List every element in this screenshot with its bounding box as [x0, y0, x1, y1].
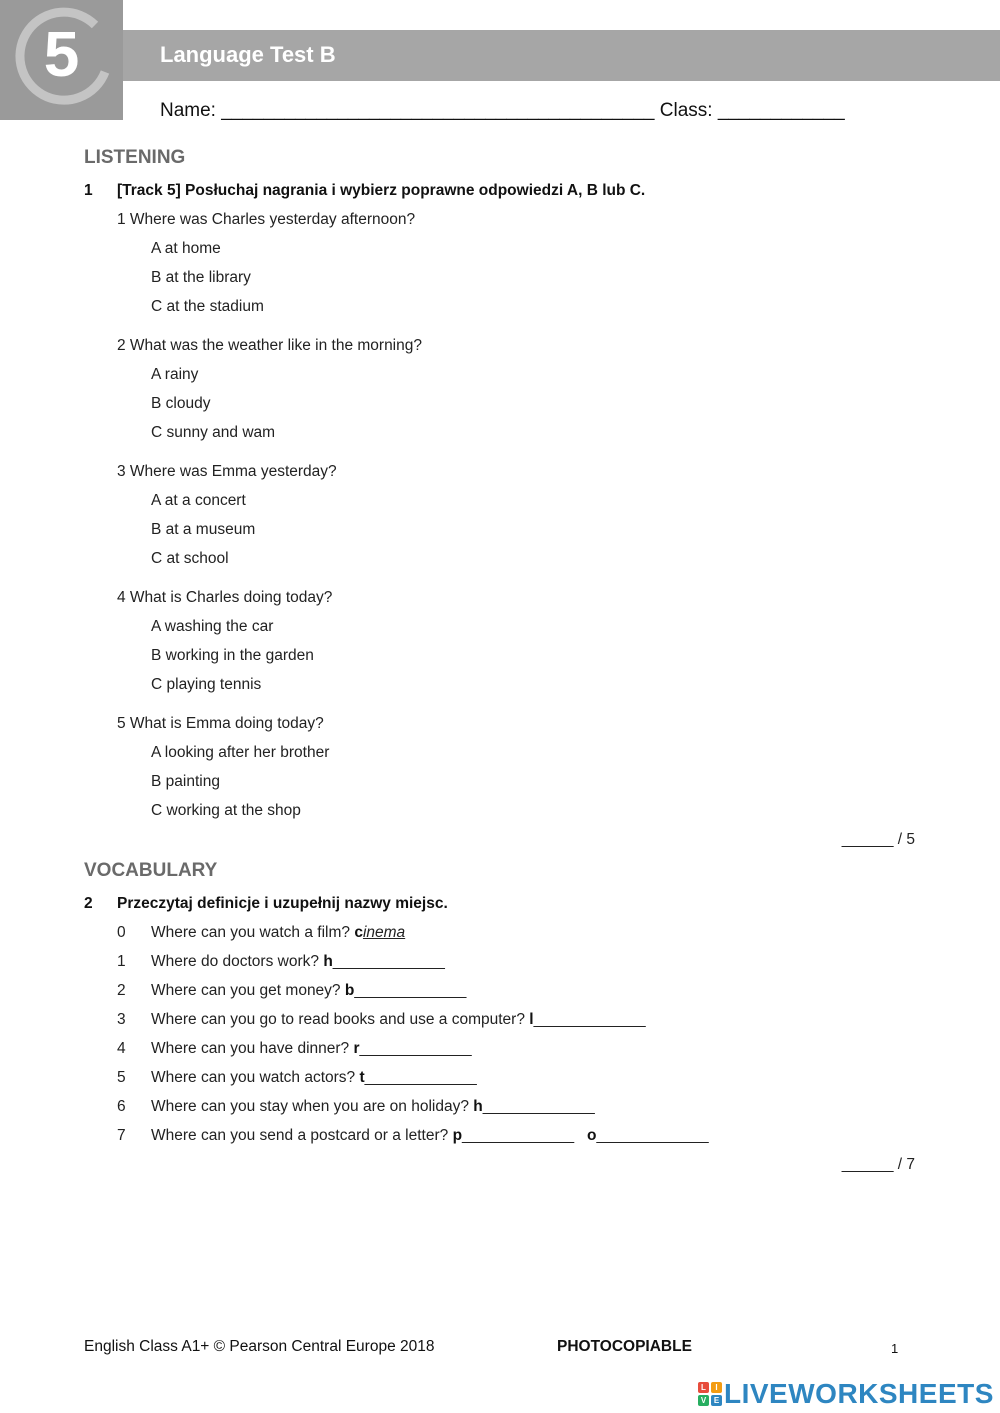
class-label: Class: — [659, 100, 713, 121]
first-letter: c — [354, 924, 363, 941]
liveworksheets-logo[interactable] — [698, 1378, 994, 1410]
question: 5 What is Emma doing today? — [117, 715, 324, 732]
listening-score: ______ / 5 — [841, 831, 915, 848]
answer-option[interactable]: C sunny and wam — [151, 424, 276, 441]
vocab-item — [117, 924, 405, 942]
logo-cell: I — [711, 1382, 722, 1393]
vocab-item — [117, 1011, 646, 1029]
instruction-text: [Track 5] Posłuchaj nagrania i wybierz poprawne odpowiedzi A, B lub C. — [117, 182, 646, 199]
question: 3 Where was Emma yesterday? — [117, 463, 337, 480]
vocabulary-heading: VOCABULARY — [84, 860, 218, 881]
first-letter: h — [473, 1098, 483, 1115]
vocab-item — [117, 982, 466, 1000]
item-number: 5 — [117, 1069, 126, 1086]
answer-option[interactable]: A looking after her brother — [151, 744, 330, 761]
question: 4 What is Charles doing today? — [117, 589, 333, 606]
page-number: 1 — [891, 1341, 899, 1356]
item-number: 6 — [117, 1098, 126, 1115]
answer-option[interactable]: A at home — [151, 240, 221, 257]
answer-option[interactable]: B at a museum — [151, 521, 256, 538]
answer-blank[interactable]: _____________ — [354, 982, 467, 999]
question: 1 Where was Charles yesterday afternoon? — [117, 211, 416, 228]
item-question: Where can you watch a film? — [151, 924, 351, 941]
answer-option[interactable]: B working in the garden — [151, 647, 314, 664]
answer-option[interactable]: C working at the shop — [151, 802, 301, 819]
answer-option[interactable]: A washing the car — [151, 618, 274, 635]
item-number: 2 — [117, 982, 126, 999]
answer-blank-second[interactable]: _____________ — [596, 1127, 709, 1144]
listening-instruction — [84, 182, 645, 200]
item-number: 1 — [117, 953, 126, 970]
vocab-item — [117, 1040, 472, 1058]
class-field[interactable]: ____________ — [717, 100, 845, 121]
unit-number: 5 — [43, 18, 80, 90]
answer-option[interactable]: A rainy — [151, 366, 199, 383]
answer-blank[interactable]: _____________ — [359, 1040, 472, 1057]
first-letter: t — [359, 1069, 365, 1086]
vocab-item — [117, 953, 445, 971]
answer-blank[interactable]: _____________ — [533, 1011, 646, 1028]
answer-blank[interactable]: _____________ — [482, 1098, 595, 1115]
unit-badge — [0, 0, 123, 120]
item-question: Where can you stay when you are on holiday? — [151, 1098, 469, 1115]
answer-option[interactable]: B at the library — [151, 269, 251, 286]
answer-option[interactable]: C at the stadium — [151, 298, 264, 315]
first-letter: b — [344, 982, 355, 999]
logo-cell: L — [698, 1382, 709, 1393]
name-class-line — [160, 100, 845, 122]
answer-option[interactable]: B painting — [151, 773, 220, 790]
title-bar — [123, 30, 1000, 81]
vocab-item — [117, 1098, 595, 1116]
logo-text: LIVEWORKSHEETS — [724, 1378, 994, 1409]
logo-cell: E — [711, 1395, 722, 1406]
answer-blank[interactable]: _____________ — [364, 1069, 477, 1086]
question: 2 What was the weather like in the morning? — [117, 337, 422, 354]
item-number: 0 — [117, 924, 126, 941]
listening-heading: LISTENING — [84, 147, 186, 168]
task-number: 2 — [84, 895, 93, 912]
task-number: 1 — [84, 182, 93, 199]
item-question: Where can you get money? — [151, 982, 341, 999]
item-number: 7 — [117, 1127, 126, 1144]
vocabulary-instruction — [84, 895, 448, 913]
item-question: Where can you have dinner? — [151, 1040, 350, 1057]
name-field[interactable]: _________________________________________ — [221, 100, 655, 121]
example-answer: inema — [362, 924, 406, 941]
first-letter: p — [452, 1127, 463, 1144]
item-question: Where do doctors work? — [151, 953, 319, 970]
item-number: 3 — [117, 1011, 126, 1028]
instruction-text: Przeczytaj definicje i uzupełnij nazwy miejsc. — [117, 895, 448, 912]
answer-option[interactable]: A at a concert — [151, 492, 246, 509]
logo-grid-icon — [698, 1382, 722, 1406]
first-letter: r — [353, 1040, 360, 1057]
name-label: Name: — [160, 100, 216, 121]
answer-option[interactable]: C at school — [151, 550, 229, 567]
item-question: Where can you go to read books and use a computer? — [151, 1011, 525, 1028]
logo-cell: V — [698, 1395, 709, 1406]
test-title: Language Test B — [160, 42, 336, 67]
second-letter: o — [587, 1127, 597, 1144]
item-question: Where can you watch actors? — [151, 1069, 356, 1086]
answer-blank[interactable]: _____________ — [462, 1127, 575, 1144]
footer-copyright: English Class A1+ © Pearson Central Europe 2018 — [84, 1338, 435, 1355]
vocab-item — [117, 1127, 709, 1145]
first-letter: l — [529, 1011, 534, 1028]
answer-option[interactable]: C playing tennis — [151, 676, 262, 693]
answer-blank[interactable]: _____________ — [332, 953, 445, 970]
item-number: 4 — [117, 1040, 126, 1057]
footer-photocopiable: PHOTOCOPIABLE — [557, 1338, 692, 1355]
vocabulary-score: ______ / 7 — [841, 1156, 915, 1173]
item-question: Where can you send a postcard or a letter? — [151, 1127, 449, 1144]
first-letter: h — [323, 953, 333, 970]
answer-option[interactable]: B cloudy — [151, 395, 211, 412]
vocab-item — [117, 1069, 477, 1087]
